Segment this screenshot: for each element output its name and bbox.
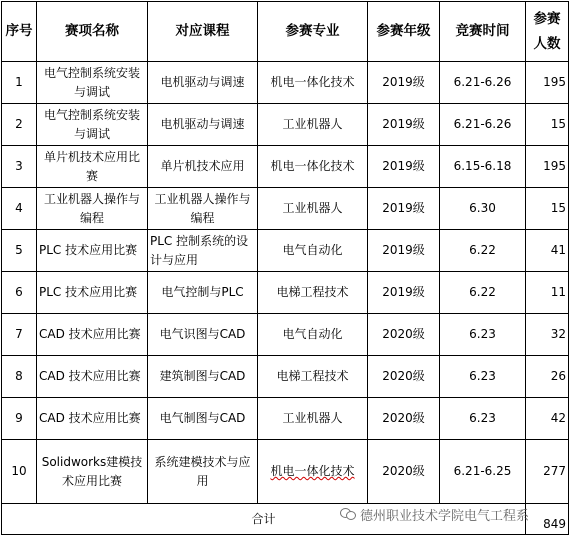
table-row [2, 398, 569, 440]
competition-time: 6.23 [440, 314, 526, 356]
competition-name: Solidworks建模技术应用比赛 [37, 440, 148, 504]
table-row [2, 62, 569, 104]
major-name: 电气自动化 [258, 314, 368, 356]
table-row [2, 146, 569, 188]
participant-count: 15 [526, 188, 569, 230]
table-row [2, 440, 569, 504]
row-number: 5 [2, 230, 37, 272]
grade: 2020级 [368, 398, 440, 440]
row-number: 1 [2, 62, 37, 104]
competition-name: CAD 技术应用比赛 [37, 398, 148, 440]
table-row [2, 356, 569, 398]
competition-time: 6.23 [440, 356, 526, 398]
competition-time: 6.15-6.18 [440, 146, 526, 188]
total-value: 849 [526, 504, 569, 535]
row-number: 7 [2, 314, 37, 356]
grade: 2020级 [368, 356, 440, 398]
table-row [2, 230, 569, 272]
participant-count: 42 [526, 398, 569, 440]
major-name: 工业机器人 [258, 188, 368, 230]
participant-count: 32 [526, 314, 569, 356]
competition-name: 工业机器人操作与编程 [37, 188, 148, 230]
watermark [340, 503, 529, 525]
competition-name: 单片机技术应用比赛 [37, 146, 148, 188]
header-cell: 参赛专业 [258, 2, 368, 62]
participant-count: 41 [526, 230, 569, 272]
row-number: 9 [2, 398, 37, 440]
course-name: 工业机器人操作与编程 [148, 188, 258, 230]
participant-count: 11 [526, 272, 569, 314]
competition-name: CAD 技术应用比赛 [37, 314, 148, 356]
competition-time: 6.22 [440, 272, 526, 314]
participant-count: 277 [526, 440, 569, 504]
course-name: 单片机技术应用 [148, 146, 258, 188]
row-number: 3 [2, 146, 37, 188]
competition-table [1, 1, 569, 535]
grade: 2019级 [368, 104, 440, 146]
header-cell: 竞赛时间 [440, 2, 526, 62]
competition-name: 电气控制系统安装与调试 [37, 62, 148, 104]
table-row [2, 272, 569, 314]
watermark-text: 德州职业技术学院电气工程系 [360, 508, 530, 524]
course-name: 电气识图与CAD [148, 314, 258, 356]
header-cell: 对应课程 [148, 2, 258, 62]
course-name: 电气制图与CAD [148, 398, 258, 440]
course-name: PLC 控制系统的设计与应用 [148, 230, 258, 272]
course-name: 电机驱动与调速 [148, 104, 258, 146]
competition-name: PLC 技术应用比赛 [37, 272, 148, 314]
grade: 2019级 [368, 272, 440, 314]
competition-time: 6.21-6.26 [440, 62, 526, 104]
major-name: 机电一体化技术 [258, 62, 368, 104]
course-name: 建筑制图与CAD [148, 356, 258, 398]
competition-time: 6.22 [440, 230, 526, 272]
table-row [2, 188, 569, 230]
row-number: 10 [2, 440, 37, 504]
row-number: 2 [2, 104, 37, 146]
table-row [2, 314, 569, 356]
table-header-row [2, 2, 569, 62]
row-number: 6 [2, 272, 37, 314]
header-cell: 赛项名称 [37, 2, 148, 62]
row-number: 8 [2, 356, 37, 398]
grade: 2020级 [368, 314, 440, 356]
wechat-icon [340, 507, 356, 521]
header-cell: 序号 [2, 2, 37, 62]
grade: 2019级 [368, 62, 440, 104]
course-name: 电机驱动与调速 [148, 62, 258, 104]
participant-count: 195 [526, 62, 569, 104]
total-label: 合计 [2, 504, 526, 535]
competition-time: 6.30 [440, 188, 526, 230]
participant-count: 15 [526, 104, 569, 146]
competition-name: CAD 技术应用比赛 [37, 356, 148, 398]
major-name: 电气自动化 [258, 230, 368, 272]
major-name: 电梯工程技术 [258, 356, 368, 398]
header-cell: 参赛年级 [368, 2, 440, 62]
grade: 2019级 [368, 230, 440, 272]
grade: 2019级 [368, 188, 440, 230]
table-row [2, 104, 569, 146]
competition-time: 6.21-6.26 [440, 104, 526, 146]
major-name: 工业机器人 [258, 398, 368, 440]
competition-name: 电气控制系统安装与调试 [37, 104, 148, 146]
major-name: 工业机器人 [258, 104, 368, 146]
course-name: 系统建模技术与应用 [148, 440, 258, 504]
competition-time: 6.23 [440, 398, 526, 440]
competition-name: PLC 技术应用比赛 [37, 230, 148, 272]
row-number: 4 [2, 188, 37, 230]
major-name [258, 440, 368, 504]
participant-count: 195 [526, 146, 569, 188]
grade: 2019级 [368, 146, 440, 188]
course-name: 电气控制与PLC [148, 272, 258, 314]
major-name: 机电一体化技术 [258, 146, 368, 188]
grade: 2020级 [368, 440, 440, 504]
major-name: 电梯工程技术 [258, 272, 368, 314]
competition-time: 6.21-6.25 [440, 440, 526, 504]
spellcheck-underline: 机电一体化技术 [270, 464, 355, 478]
header-cell: 参赛人数 [526, 2, 569, 62]
participant-count: 26 [526, 356, 569, 398]
